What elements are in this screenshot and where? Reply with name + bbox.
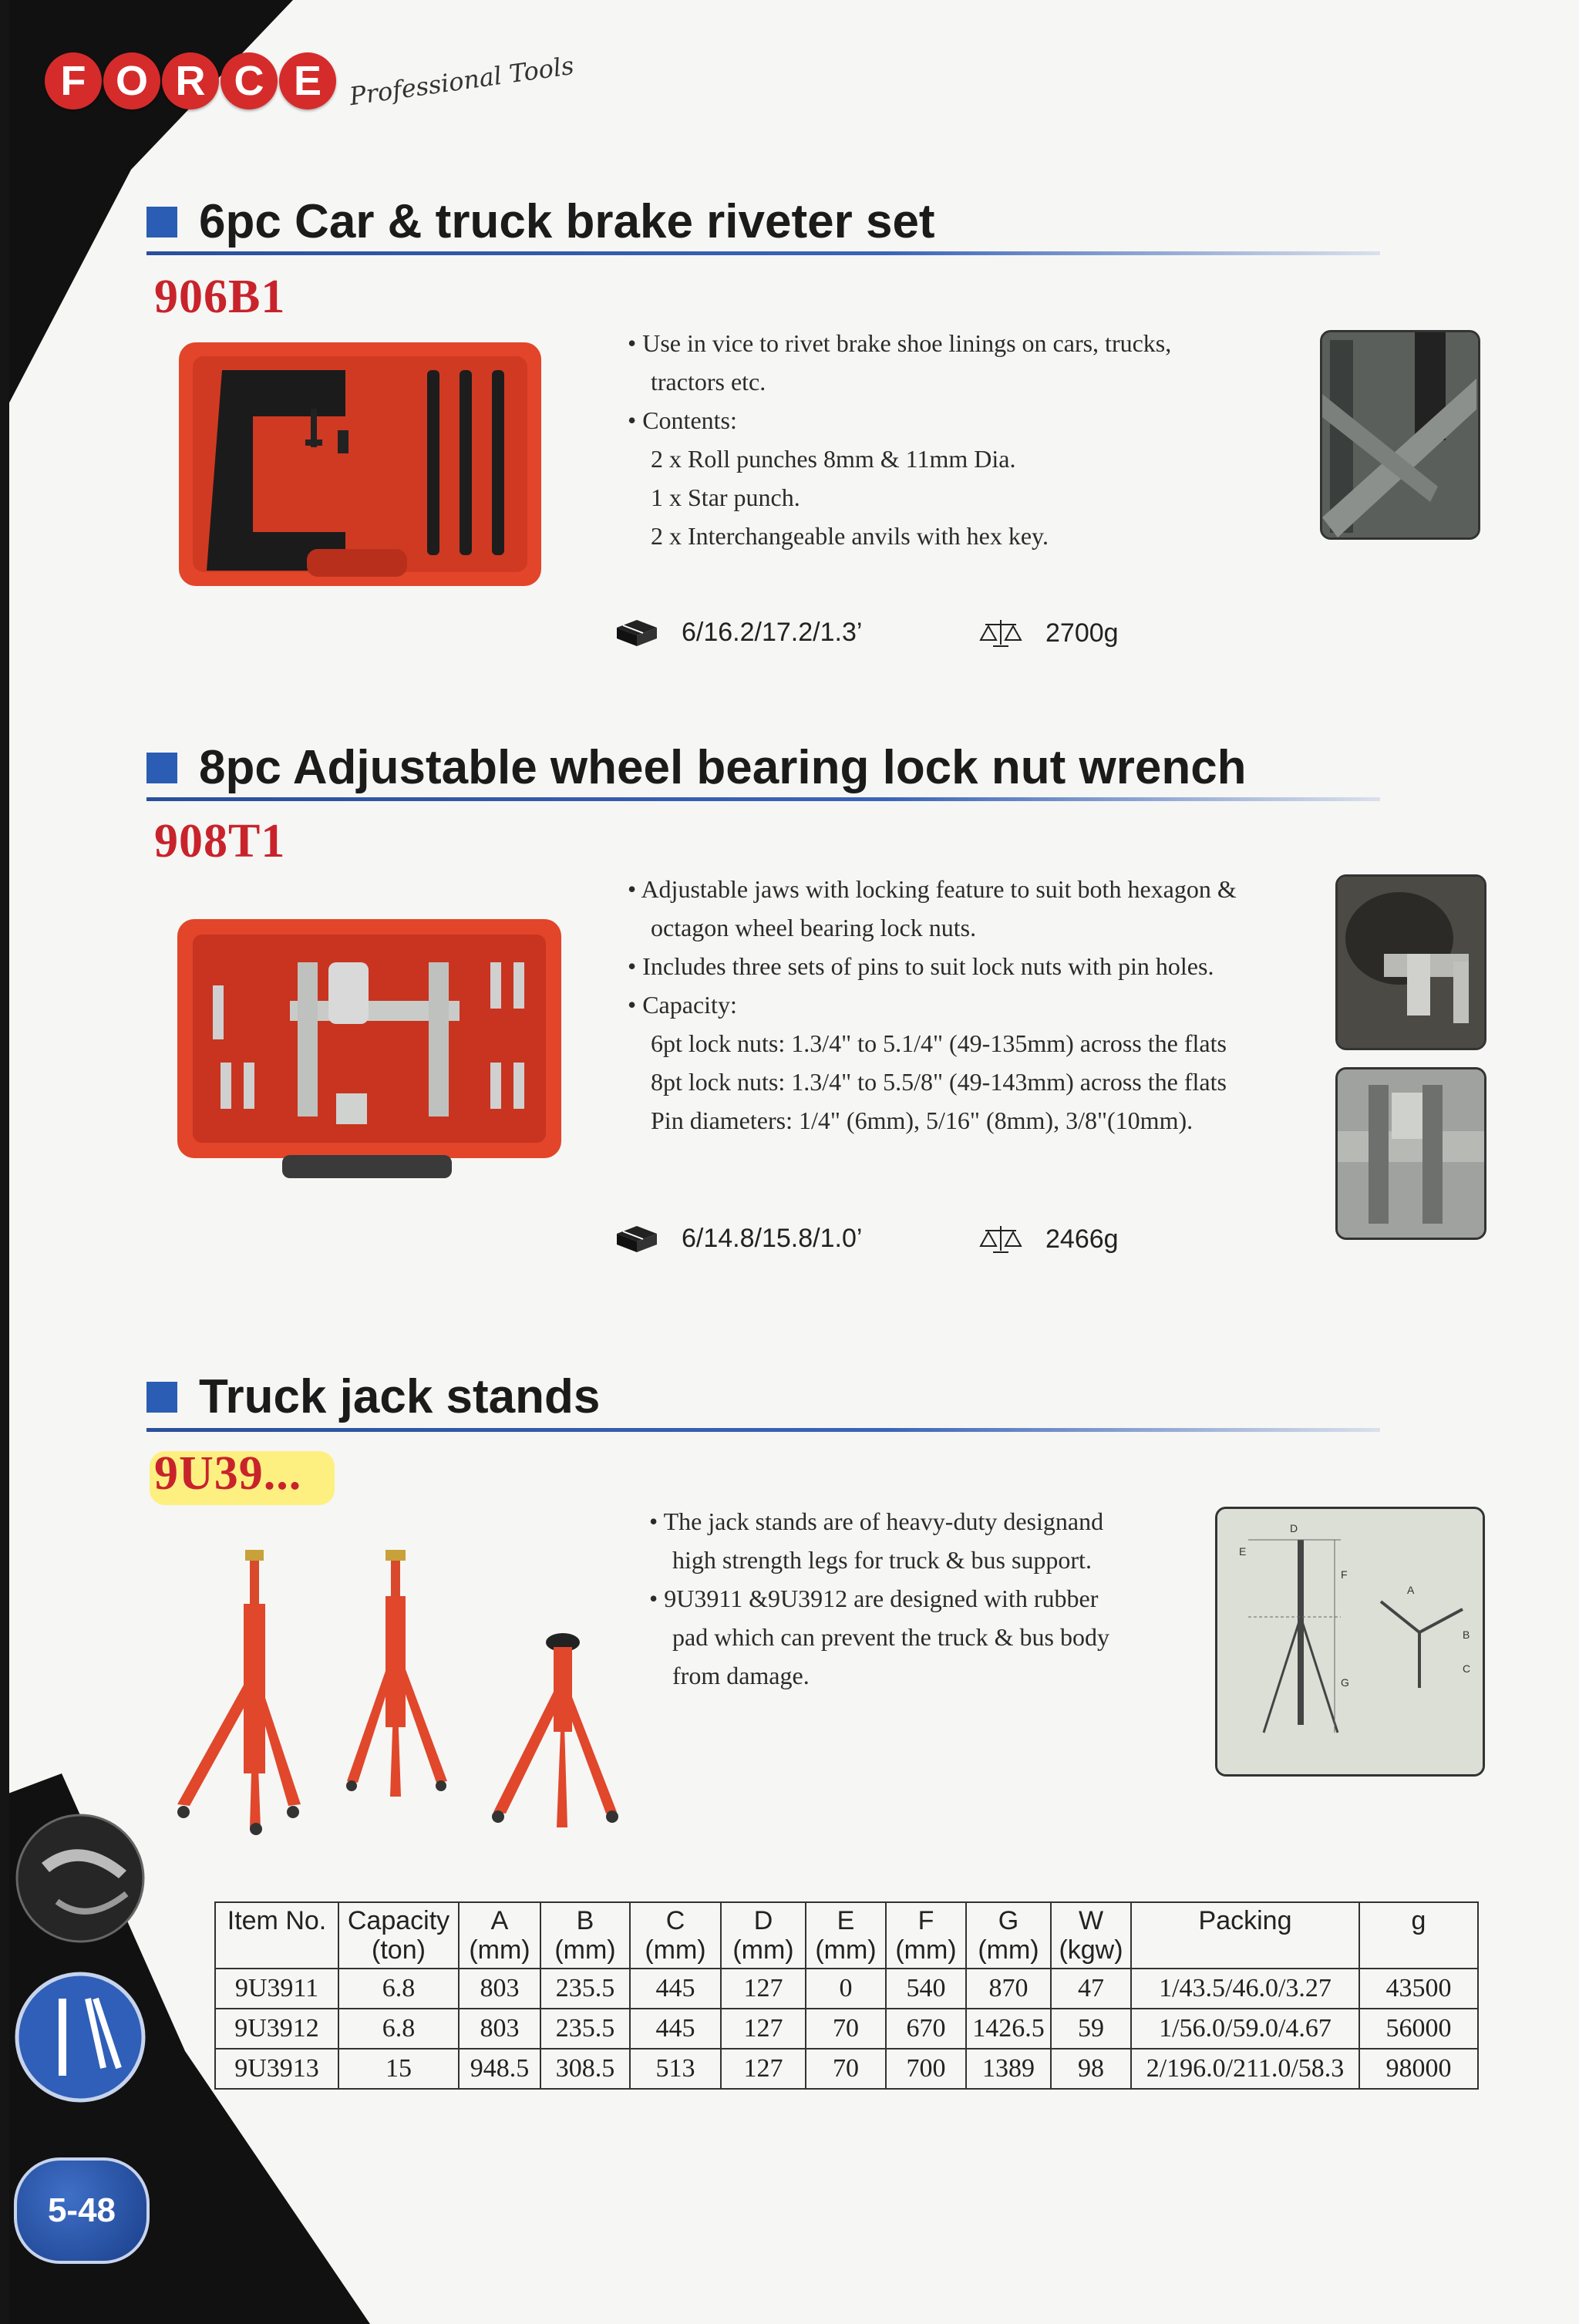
description-line: • Contents:	[628, 406, 737, 434]
logo-letter: E	[279, 52, 336, 109]
section-marker	[146, 753, 177, 783]
table-cell: 1/56.0/59.0/4.67	[1131, 2009, 1359, 2049]
description-line: 1 x Star punch.	[651, 483, 800, 511]
description-line: 6pt lock nuts: 1.3/4" to 5.1/4" (49-135mm) across the flats	[651, 1029, 1227, 1057]
description-line: octagon wheel bearing lock nuts.	[651, 914, 977, 941]
table-cell: 235.5	[540, 2009, 630, 2049]
table-cell: 948.5	[459, 2049, 540, 2089]
description-line: 8pt lock nuts: 1.3/4" to 5.5/8" (49-143mm) across the flats	[651, 1068, 1227, 1096]
logo-letter: O	[103, 52, 160, 109]
wrench-usage-photo-1	[1335, 874, 1486, 1050]
tool-circle-icon	[11, 1968, 150, 2107]
jack-stands-description	[649, 1502, 1109, 1695]
section-title-riveter	[146, 194, 935, 249]
description-line: • 9U3911 &9U3912 are designed with rubber	[649, 1585, 1099, 1612]
table-cell: 15	[338, 2049, 459, 2089]
carton-icon	[615, 617, 658, 648]
table-header: G (mm)	[966, 1902, 1051, 1969]
riveter-packing	[615, 617, 862, 648]
weight-value: 2700g	[1045, 618, 1119, 648]
table-cell: 127	[721, 2009, 806, 2049]
table-row	[215, 2049, 1478, 2089]
table-cell: 9U3912	[215, 2009, 338, 2049]
product-code: 908T1	[154, 815, 286, 867]
description-line: tractors etc.	[651, 368, 766, 396]
table-cell: 1389	[966, 2049, 1051, 2089]
table-cell: 43500	[1359, 1969, 1478, 2009]
table-cell: 6.8	[338, 1969, 459, 2009]
section-title-text: 8pc Adjustable wheel bearing lock nut wrench	[199, 741, 1247, 794]
table-header: A (mm)	[459, 1902, 540, 1969]
scale-icon	[979, 617, 1022, 649]
table-header: Packing	[1131, 1902, 1359, 1969]
table-row	[215, 1969, 1478, 2009]
riveter-weight	[979, 617, 1119, 649]
section-marker	[146, 207, 177, 237]
section-divider	[146, 797, 1380, 801]
weight-value: 2466g	[1045, 1224, 1119, 1254]
table-cell: 9U3911	[215, 1969, 338, 2009]
table-header: g	[1359, 1902, 1478, 1969]
table-header: D (mm)	[721, 1902, 806, 1969]
section-title-jack-stands	[146, 1369, 600, 1424]
diagram-label: A	[1407, 1584, 1415, 1596]
packing-value: 6/14.8/15.8/1.0’	[682, 1223, 863, 1253]
table-header: B (mm)	[540, 1902, 630, 1969]
description-line: • The jack stands are of heavy-duty designand	[649, 1507, 1104, 1535]
table-cell: 98000	[1359, 2049, 1478, 2089]
table-cell: 2/196.0/211.0/58.3	[1131, 2049, 1359, 2089]
wrench-packing	[615, 1223, 862, 1254]
logo-letter: C	[221, 52, 278, 109]
logo-letter: R	[162, 52, 219, 109]
jack-stand-dimension-diagram	[1215, 1507, 1485, 1777]
wrench-weight	[979, 1223, 1119, 1255]
page-number-badge: 5-48	[14, 2157, 150, 2264]
table-header: W (kgw)	[1051, 1902, 1131, 1969]
section-divider	[146, 1428, 1380, 1432]
table-cell: 1426.5	[966, 2009, 1051, 2049]
table-header-row	[215, 1902, 1478, 1969]
description-line: • Capacity:	[628, 991, 737, 1019]
section-marker	[146, 1382, 177, 1413]
description-line: • Use in vice to rivet brake shoe linings on cars, trucks,	[628, 329, 1172, 357]
table-header: Item No.	[215, 1902, 338, 1969]
table-cell: 6.8	[338, 2009, 459, 2049]
description-line: pad which can prevent the truck & bus body	[672, 1623, 1109, 1651]
table-cell: 803	[459, 1969, 540, 2009]
table-header: Capacity (ton)	[338, 1902, 459, 1969]
description-line: high strength legs for truck & bus support.	[672, 1546, 1092, 1574]
table-cell: 445	[630, 2009, 721, 2049]
table-cell: 870	[966, 1969, 1051, 2009]
table-cell: 540	[886, 1969, 966, 2009]
force-logo	[45, 50, 576, 112]
table-cell: 70	[806, 2049, 886, 2089]
table-cell: 670	[886, 2009, 966, 2049]
product-code: 906B1	[154, 271, 286, 323]
riveter-case-image	[176, 339, 546, 590]
table-cell: 9U3913	[215, 2049, 338, 2089]
jack-stands-image	[170, 1550, 632, 1843]
riveter-usage-photo	[1320, 330, 1480, 540]
scale-icon	[979, 1223, 1022, 1255]
diagram-label: B	[1463, 1628, 1470, 1641]
puller-circle-icon	[11, 1809, 150, 1948]
description-line: 2 x Roll punches 8mm & 11mm Dia.	[651, 445, 1016, 473]
table-header: F (mm)	[886, 1902, 966, 1969]
product-code: 9U39...	[154, 1447, 302, 1500]
section-title-lock-nut-wrench	[146, 740, 1247, 795]
table-row	[215, 2009, 1478, 2049]
description-line: 2 x Interchangeable anvils with hex key.	[651, 522, 1049, 550]
table-header: E (mm)	[806, 1902, 886, 1969]
logo-tagline: Professional Tools	[347, 50, 576, 112]
wrench-description	[628, 870, 1237, 1140]
table-cell: 98	[1051, 2049, 1131, 2089]
packing-value: 6/16.2/17.2/1.3’	[682, 617, 863, 647]
diagram-label: E	[1239, 1545, 1247, 1558]
table-cell: 1/43.5/46.0/3.27	[1131, 1969, 1359, 2009]
diagram-label: D	[1290, 1522, 1298, 1534]
table-cell: 47	[1051, 1969, 1131, 2009]
table-cell: 127	[721, 1969, 806, 2009]
table-cell: 127	[721, 2049, 806, 2089]
table-cell: 235.5	[540, 1969, 630, 2009]
table-cell: 308.5	[540, 2049, 630, 2089]
diagram-label: F	[1341, 1568, 1348, 1581]
carton-icon	[615, 1223, 658, 1254]
diagram-label: C	[1463, 1662, 1471, 1675]
table-cell: 56000	[1359, 2009, 1478, 2049]
jack-stands-spec-table	[214, 1901, 1479, 2090]
table-cell: 59	[1051, 2009, 1131, 2049]
section-title-text: Truck jack stands	[199, 1370, 601, 1423]
wrench-set-case-image	[174, 916, 567, 1186]
logo-letter: F	[45, 52, 102, 109]
wrench-usage-photo-2	[1335, 1067, 1486, 1240]
table-cell: 70	[806, 2009, 886, 2049]
table-cell: 513	[630, 2049, 721, 2089]
table-header: C (mm)	[630, 1902, 721, 1969]
description-line: from damage.	[672, 1662, 810, 1689]
section-divider	[146, 251, 1380, 255]
table-cell: 0	[806, 1969, 886, 2009]
table-cell: 445	[630, 1969, 721, 2009]
description-line: • Adjustable jaws with locking feature to suit both hexagon &	[628, 875, 1237, 903]
riveter-description	[628, 324, 1171, 555]
description-line: Pin diameters: 1/4" (6mm), 5/16" (8mm), 3/8"(10mm).	[651, 1106, 1194, 1134]
table-cell: 803	[459, 2009, 540, 2049]
table-cell: 700	[886, 2049, 966, 2089]
diagram-label: G	[1341, 1676, 1349, 1689]
section-title-text: 6pc Car & truck brake riveter set	[199, 195, 935, 248]
description-line: • Includes three sets of pins to suit lock nuts with pin holes.	[628, 952, 1214, 980]
